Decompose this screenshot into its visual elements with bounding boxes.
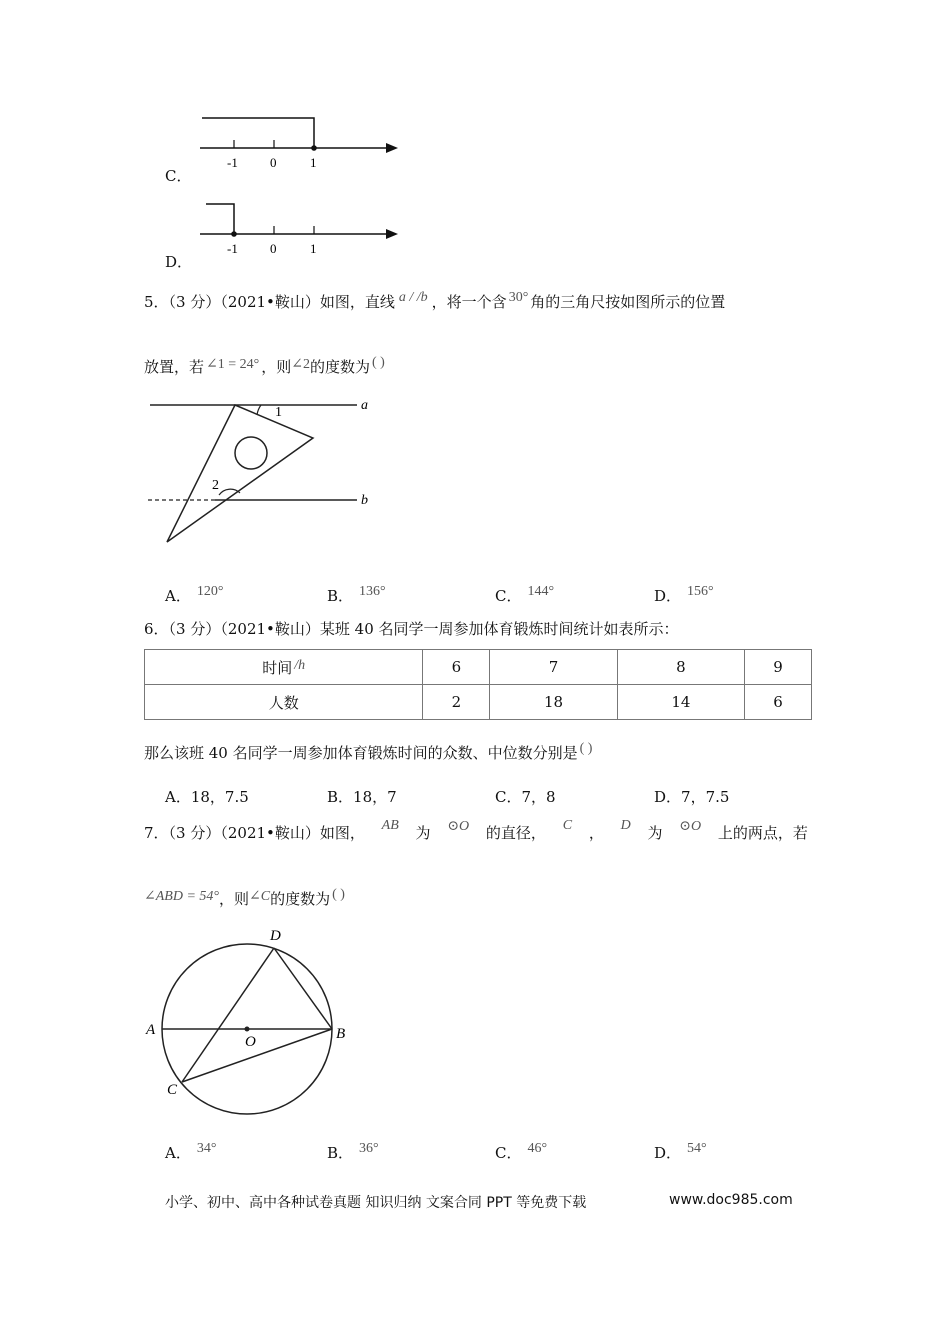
tick-label: 0 — [270, 155, 277, 170]
q5-text: 角的三角尺按如图所示的位置 — [530, 293, 726, 311]
label-A: A — [146, 1022, 156, 1038]
label-C: C — [167, 1082, 178, 1098]
table-cell: 8 — [617, 650, 744, 685]
numberline-d-figure — [190, 196, 410, 261]
q6-option-c[interactable]: C．7，8 — [495, 788, 556, 806]
q5-text: 5．（3 分）（2021•鞍山）如图，直线 — [144, 293, 395, 311]
label-O: O — [245, 1034, 256, 1050]
table-cell: 14 — [617, 685, 744, 720]
option-d-label: D． — [165, 253, 193, 271]
tick-label: 1 — [310, 241, 317, 256]
q5-paren: ( ) — [372, 355, 385, 370]
tick-label: 1 — [310, 155, 317, 170]
q5-stem-line1 — [144, 291, 725, 312]
label-B: B — [336, 1026, 346, 1042]
q5-option-b[interactable]: B． 136° — [327, 584, 386, 605]
option-c-label: C． — [165, 167, 192, 185]
numberline-c-figure — [190, 110, 410, 175]
q7-option-c[interactable]: C． 46° — [495, 1141, 548, 1162]
label-1: 1 — [275, 405, 282, 420]
table-cell: 6 — [423, 650, 490, 685]
q5-angle2: ∠2 — [291, 357, 310, 372]
q7-stem-line1: 7．（3 分）（2021•鞍山）如图， AB 为 ⊙O 的直径， C ， D 为 ⊙O 上的两点，若 — [144, 818, 808, 842]
q7-circle-figure — [140, 922, 360, 1122]
table-cell: 9 — [745, 650, 812, 685]
q6-option-a[interactable]: A．18，7.5 — [165, 788, 249, 806]
q7-option-d[interactable]: D． 54° — [654, 1141, 707, 1162]
q5-parallel: a / /b — [398, 290, 428, 305]
q6-stem: 6．（3 分）（2021•鞍山）某班 40 名同学一周参加体育锻炼时间统计如表所示： — [144, 620, 679, 638]
table-cell: 2 — [423, 685, 490, 720]
q5-option-d[interactable]: D． 156° — [654, 584, 714, 605]
table-cell: 7 — [490, 650, 617, 685]
table-row — [145, 650, 812, 685]
tick-label: 0 — [270, 241, 277, 256]
q5-stem-line2 — [144, 356, 385, 377]
label-a: a — [361, 398, 368, 413]
q5-text: ，则 — [261, 358, 292, 376]
q5-option-c[interactable]: C． 144° — [495, 584, 555, 605]
table-cell: 6 — [745, 685, 812, 720]
table-cell: 人数 — [145, 685, 423, 720]
table-cell: 18 — [490, 685, 617, 720]
label-2: 2 — [212, 478, 219, 493]
q5-option-a[interactable]: A． 120° — [165, 584, 224, 605]
label-D: D — [270, 928, 281, 944]
q5-triangle-figure — [145, 390, 385, 550]
q5-angle-cond: ∠1 = 24° — [206, 357, 260, 372]
q6-data-table — [144, 649, 812, 720]
q5-text: ，将一个含 — [431, 293, 507, 311]
q5-angle30: 30° — [508, 290, 529, 305]
q5-text: 放置，若 — [144, 358, 205, 376]
q5-text: 的度数为 — [310, 358, 371, 376]
q6-option-d[interactable]: D．7，7.5 — [654, 788, 730, 806]
tick-label: -1 — [227, 155, 238, 170]
table-row — [145, 685, 812, 720]
footer-text: 小学、初中、高中各种试卷真题 知识归纳 文案合同 PPT 等免费下载 — [165, 1195, 587, 1211]
tick-label: -1 — [227, 241, 238, 256]
table-cell: 时间 /h — [145, 650, 423, 685]
q7-option-a[interactable]: A． 34° — [165, 1141, 217, 1162]
q6-question: 那么该班 40 名同学一周参加体育锻炼时间的众数、中位数分别是 ( ) — [144, 741, 593, 762]
label-b: b — [361, 493, 368, 508]
q7-option-b[interactable]: B． 36° — [327, 1141, 379, 1162]
q6-option-b[interactable]: B．18，7 — [327, 788, 397, 806]
q7-stem-line2: ∠ABD = 54°，则∠C的度数为 ( ) — [144, 887, 345, 908]
footer-url[interactable]: www.doc985.com — [669, 1192, 793, 1208]
